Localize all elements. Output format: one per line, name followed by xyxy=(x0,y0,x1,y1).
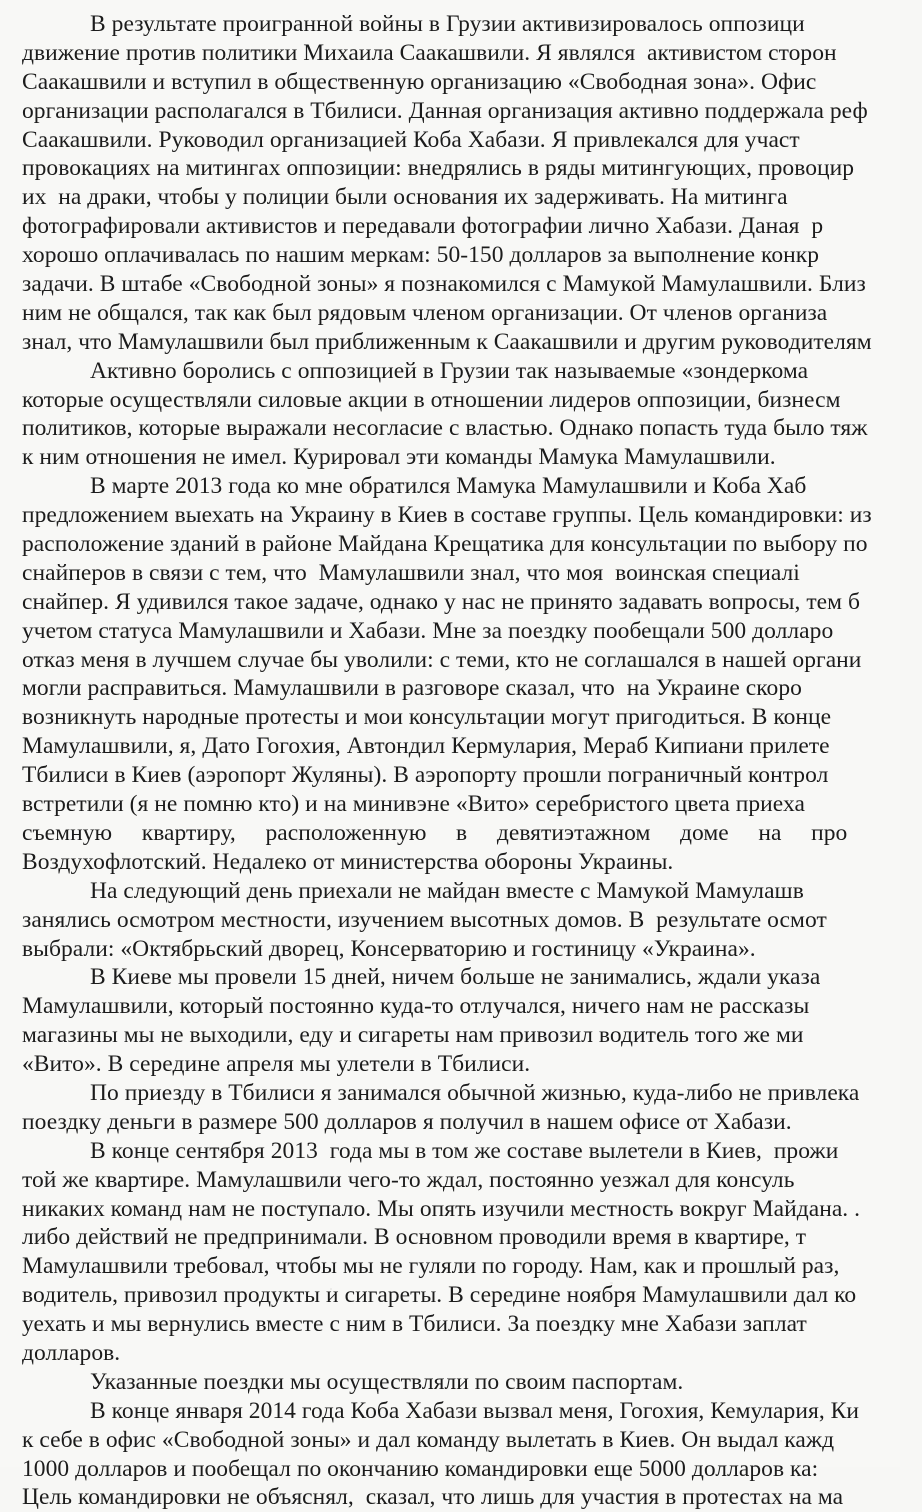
text-line: Цель командировки не объяснял, сказал, что лишь для участия в протестах на ма xyxy=(22,1484,844,1511)
text-line: поездку деньги в размере 500 долларов я получил в нашем офисе от Хабази. xyxy=(22,1108,792,1135)
text-line: «Вито». В середине апреля мы улетели в Тбилиси. xyxy=(22,1051,531,1078)
text-line: организации располагался в Тбилиси. Данная организация активно поддержала реф xyxy=(22,97,868,124)
text-line: их на драки, чтобы у полиции были основания их задерживать. На митинга xyxy=(22,184,788,211)
text-line: съемную квартиру, расположенную в девятиэтажном доме на про xyxy=(22,819,848,846)
text-line: ним не общался, так как был рядовым членом организации. От членов организа xyxy=(22,299,828,326)
text-line: которые осуществляли силовые акции в отношении лидеров оппозиции, бизнесм xyxy=(22,386,841,413)
text-line: снайперов в связи с тем, что Мамулашвили знал, что моя воинская специалі xyxy=(22,559,800,586)
text-line: Воздухофлотский. Недалеко от министерства обороны Украины. xyxy=(22,848,674,875)
text-line: политиков, которые выражали несогласие с властью. Однако попасть туда было тяж xyxy=(22,415,868,442)
text-line: Активно боролись с оппозицией в Грузии так называемые «зондеркома xyxy=(90,357,809,384)
scan-speck xyxy=(455,1447,457,1449)
text-line: В Киеве мы провели 15 дней, ничем больше не занимались, ждали указа xyxy=(90,964,821,991)
text-line: предложением выехать на Украину в Киев в составе группы. Цель командировки: из xyxy=(22,502,872,529)
text-line: возникнуть народные протесты и мои консультации могут пригодиться. В конце xyxy=(22,704,832,731)
scan-speck xyxy=(780,1440,782,1442)
text-line: 1000 долларов и пообещал по окончанию командировки еще 5000 долларов ка: xyxy=(22,1455,819,1482)
text-line: фотографировали активистов и передавали фотографии лично Хабази. Даная р xyxy=(22,213,824,240)
text-line: отказ меня в лучшем случае бы уволили: с теми, кто не соглашался в нашей органи xyxy=(22,646,862,673)
text-line: Мамулашвили, я, Дато Гогохия, Автондил Кермулария, Мераб Кипиани прилете xyxy=(22,733,830,760)
text-line: водитель, привозил продукты и сигареты. В середине ноября Мамулашвили дал ко xyxy=(22,1282,857,1309)
text-line: могли расправиться. Мамулашвили в разговоре сказал, что на Украине скоро xyxy=(22,675,802,702)
text-line: движение против политики Михаила Саакашвили. Я являлся активистом сторон xyxy=(22,39,837,66)
text-line: уехать и мы вернулись вместе с ним в Тбилиси. За поездку мне Хабази заплат xyxy=(22,1311,807,1338)
text-line: задачи. В штабе «Свободной зоны» я познакомился с Мамукой Мамулашвили. Близ xyxy=(22,271,866,298)
text-line: той же квартире. Мамулашвили чего-то ждал, постоянно уезжал для консуль xyxy=(22,1166,795,1193)
text-line: встретили (я не помню кто) и на минивэне «Вито» серебристого цвета приеха xyxy=(22,791,805,818)
text-line: Указанные поездки мы осуществляли по своим паспортам. xyxy=(90,1368,684,1395)
text-line: Мамулашвили, который постоянно куда-то отлучался, ничего нам не рассказы xyxy=(22,993,810,1020)
text-line: к ним отношения не имел. Курировал эти команды Мамука Мамулашвили. xyxy=(22,444,776,471)
text-line: Саакашвили и вступил в общественную организацию «Свободная зона». Офис xyxy=(22,68,817,95)
text-line: Тбилиси в Киев (аэропорт Жуляны). В аэропорту прошли пограничный контрол xyxy=(22,762,829,789)
text-line: занялись осмотром местности, изучением высотных домов. В результате осмот xyxy=(22,906,827,933)
text-line: В конце сентября 2013 года мы в том же составе вылетели в Киев, прожи xyxy=(90,1137,839,1164)
text-line: хорошо оплачивалась по нашим меркам: 50-150 долларов за выполнение конкр xyxy=(22,242,820,269)
text-line: На следующий день приехали не майдан вместе с Мамукой Мамулашв xyxy=(90,877,804,904)
text-line: знал, что Мамулашвили был приближенным к Саакашвили и другим руководителям xyxy=(22,328,872,355)
text-line: выбрали: «Октябрьский дворец, Консерваторию и гостиницу «Украина». xyxy=(22,935,756,962)
text-line: никаких команд нам не поступало. Мы опять изучили местность вокруг Майдана. . xyxy=(22,1195,861,1222)
text-line: В марте 2013 года ко мне обратился Мамука Мамулашвили и Коба Хаб xyxy=(90,473,807,500)
text-line: магазины мы не выходили, еду и сигареты нам привозил водитель того же ми xyxy=(22,1022,804,1049)
scan-speck xyxy=(610,1282,613,1284)
text-line: По приезду в Тбилиси я занимался обычной жизнью, куда-либо не привлека xyxy=(90,1079,860,1106)
text-line: В результате проигранной войны в Грузии активизировалось оппозици xyxy=(90,11,805,37)
scan-speck xyxy=(330,1288,332,1290)
text-line: провокациях на митингах оппозиции: внедрялись в ряды митингующих, провоцир xyxy=(22,155,855,182)
text-line: к себе в офис «Свободной зоны» и дал команду вылетать в Киев. Он выдал кажд xyxy=(22,1426,835,1453)
text-line: Саакашвили. Руководил организацией Коба Хабази. Я привлекался для участ xyxy=(22,126,800,153)
text-line: расположение зданий в районе Майдана Крещатика для консультации по выбору по xyxy=(22,531,868,558)
text-line: учетом статуса Мамулашвили и Хабази. Мне за поездку пообещали 500 долларо xyxy=(22,617,834,644)
text-line: долларов. xyxy=(22,1339,121,1366)
text-line: либо действий не предпринимали. В основном проводили время в квартире, т xyxy=(22,1224,807,1251)
text-line: снайпер. Я удивился такое задаче, однако у нас не принято задавать вопросы, тем б xyxy=(22,588,861,615)
text-line: В конце января 2014 года Коба Хабази вызвал меня, Гогохия, Кемулария, Ки xyxy=(90,1397,860,1424)
text-line: Мамулашвили требовал, чтобы мы не гуляли по городу. Нам, как и прошлый раз, xyxy=(22,1253,840,1280)
document-text xyxy=(22,10,922,1512)
